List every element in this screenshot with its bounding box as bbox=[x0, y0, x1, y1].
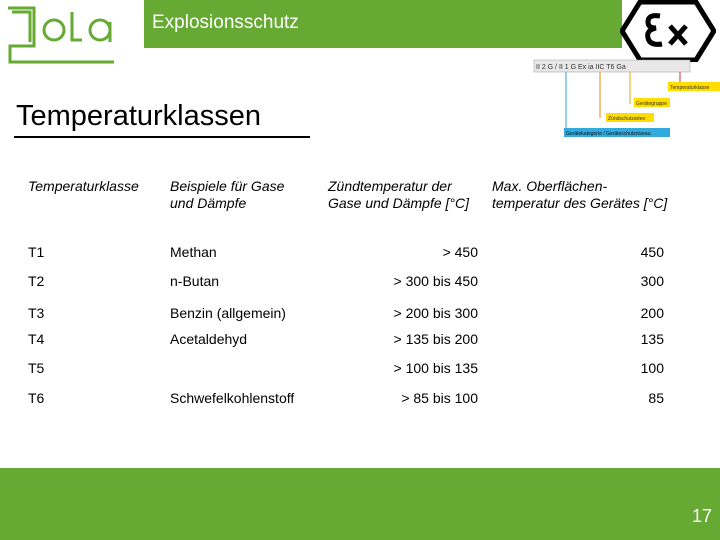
column-header-zuendtemperatur: Zündtemperatur der Gase und Dämpfe [°C] bbox=[328, 178, 469, 211]
cell-max-temperatur: 100 bbox=[640, 360, 664, 376]
column-header-max-oberflaechentemperatur: Max. Oberflächen-temperatur des Gerätes [°C] bbox=[492, 178, 668, 211]
cell-klasse: T6 bbox=[28, 390, 45, 406]
page-title: Temperaturklassen bbox=[16, 100, 261, 132]
legend-item: Gerätekategorie / Geräteschutzniveau bbox=[566, 131, 651, 137]
legend-item: Zündschutzarten bbox=[608, 116, 646, 122]
cell-zuendtemperatur: > 450 bbox=[442, 244, 478, 260]
cell-zuendtemperatur: > 100 bis 135 bbox=[393, 360, 478, 376]
cell-klasse: T2 bbox=[28, 273, 45, 289]
legend-item: Gerätegruppe bbox=[636, 101, 667, 107]
cell-max-temperatur: 200 bbox=[640, 305, 664, 321]
column-header-beispiele: Beispiele für Gase und Dämpfe bbox=[170, 178, 285, 211]
cell-zuendtemperatur: > 85 bis 100 bbox=[401, 390, 478, 406]
cell-beispiel: Schwefelkohlenstoff bbox=[170, 390, 295, 406]
ex-marking-legend bbox=[530, 56, 720, 142]
cell-max-temperatur: 450 bbox=[640, 244, 664, 260]
ex-hexagon-icon bbox=[620, 0, 716, 62]
cell-beispiel: Acetaldehyd bbox=[170, 331, 248, 347]
cell-max-temperatur: 85 bbox=[648, 390, 664, 406]
page-number: 17 bbox=[691, 506, 712, 526]
temperature-class-table bbox=[0, 170, 720, 420]
header-title: Explosionsschutz bbox=[152, 12, 299, 33]
cell-max-temperatur: 300 bbox=[640, 273, 664, 289]
footer-bar bbox=[0, 468, 720, 540]
legend-item: Temperaturklasse bbox=[670, 85, 710, 91]
cell-beispiel: n-Butan bbox=[170, 273, 220, 289]
cell-beispiel: Benzin (allgemein) bbox=[170, 305, 286, 321]
cell-zuendtemperatur: > 135 bis 200 bbox=[393, 331, 478, 347]
cell-beispiel: Methan bbox=[170, 244, 217, 260]
cell-zuendtemperatur: > 200 bis 300 bbox=[393, 305, 478, 321]
jola-logo bbox=[2, 2, 122, 68]
cell-zuendtemperatur: > 300 bis 450 bbox=[393, 273, 478, 289]
marking-line: II 2 G / II 1 G Ex ia IIC T6 Ga bbox=[536, 64, 626, 71]
header-bar bbox=[144, 0, 622, 48]
column-header-temperaturklasse: Temperaturklasse bbox=[28, 178, 139, 194]
cell-klasse: T3 bbox=[28, 305, 45, 321]
cell-klasse: T5 bbox=[28, 360, 45, 376]
cell-klasse: T1 bbox=[28, 244, 45, 260]
title-underline bbox=[14, 136, 310, 138]
cell-klasse: T4 bbox=[28, 331, 45, 347]
cell-max-temperatur: 135 bbox=[640, 331, 664, 347]
